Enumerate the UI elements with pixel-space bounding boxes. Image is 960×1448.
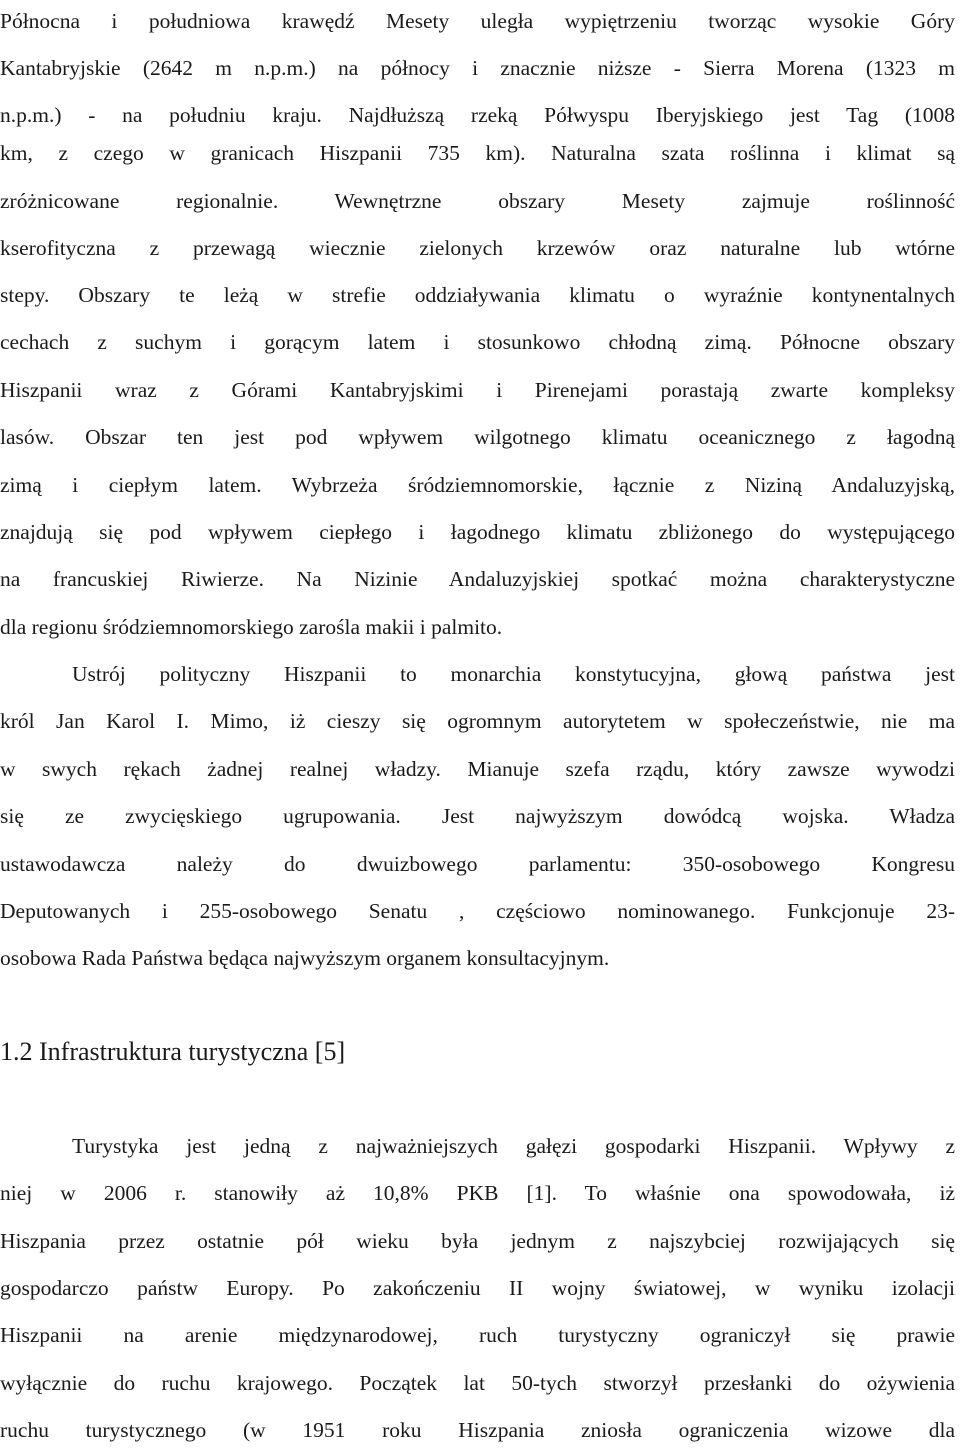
paragraph-line: stepy. Obszary te leżą w strefie oddziaływania klimatu o wyraźnie kontynentalnych	[0, 283, 955, 307]
paragraph-line: Północna i południowa krawędź Mesety uległa wypiętrzeniu tworząc wysokie Góry	[0, 9, 955, 33]
paragraph-line: znajdują się pod wpływem ciepłego i łagodnego klimatu zbliżonego do występującego	[0, 520, 955, 544]
paragraph-line: król Jan Karol I. Mimo, iż cieszy się ogromnym autorytetem w społeczeństwie, nie ma	[0, 709, 955, 733]
paragraph-line: Ustrój polityczny Hiszpanii to monarchia konstytucyjna, głową państwa jest	[72, 662, 955, 686]
paragraph-line: gospodarczo państw Europy. Po zakończeniu II wojny światowej, w wyniku izolacji	[0, 1276, 955, 1300]
paragraph-line: Hiszpanii wraz z Górami Kantabryjskimi i Pirenejami porastają zwarte kompleksy	[0, 378, 955, 402]
paragraph-line: Kantabryjskie (2642 m n.p.m.) na północy i znacznie niższe - Sierra Morena (1323 m	[0, 56, 955, 80]
paragraph-line: osobowa Rada Państwa będąca najwyższym organem konsultacyjnym.	[0, 946, 610, 970]
paragraph-line: km, z czego w granicach Hiszpanii 735 km). Naturalna szata roślinna i klimat są	[0, 141, 955, 165]
paragraph-line: Turystyka jest jedną z najważniejszych gałęzi gospodarki Hiszpanii. Wpływy z	[72, 1134, 955, 1158]
paragraph-line: kserofityczna z przewagą wiecznie zielonych krzewów oraz naturalne lub wtórne	[0, 236, 955, 260]
paragraph-line: na francuskiej Riwierze. Na Nizinie Andaluzyjskiej spotkać można charakterystyczne	[0, 567, 955, 591]
section-heading: 1.2 Infrastruktura turystyczna [5]	[0, 1037, 346, 1066]
paragraph-line: dla regionu śródziemnomorskiego zarośla makii i palmito.	[0, 615, 503, 639]
paragraph-line: niej w 2006 r. stanowiły aż 10,8% PKB [1]. To właśnie ona spowodowała, iż	[0, 1181, 955, 1205]
paragraph-line: wyłącznie do ruchu krajowego. Początek lat 50-tych stworzył przesłanki do ożywienia	[0, 1371, 955, 1395]
paragraph-line: zimą i ciepłym latem. Wybrzeża śródziemnomorskie, łącznie z Niziną Andaluzyjską,	[0, 473, 955, 497]
paragraph-line: w swych rękach żadnej realnej władzy. Mianuje szefa rządu, który zawsze wywodzi	[0, 757, 955, 781]
paragraph-line: ruchu turystycznego (w 1951 roku Hiszpania zniosła ograniczenia wizowe dla	[0, 1418, 955, 1442]
paragraph-line: Hiszpanii na arenie międzynarodowej, ruch turystyczny ograniczył się prawie	[0, 1323, 955, 1347]
paragraph-line: zróżnicowane regionalnie. Wewnętrzne obszary Mesety zajmuje roślinność	[0, 189, 955, 213]
paragraph-line: Deputowanych i 255-osobowego Senatu , częściowo nominowanego. Funkcjonuje 23-	[0, 899, 955, 923]
paragraph-line: n.p.m.) - na południu kraju. Najdłuższą rzeką Półwyspu Iberyjskiego jest Tag (1008	[0, 103, 955, 127]
paragraph-line: Hiszpania przez ostatnie pół wieku była jednym z najszybciej rozwijających się	[0, 1229, 955, 1253]
paragraph-line: się ze zwycięskiego ugrupowania. Jest najwyższym dowódcą wojska. Władza	[0, 804, 955, 828]
paragraph-line: cechach z suchym i gorącym latem i stosunkowo chłodną zimą. Północne obszary	[0, 330, 955, 354]
paragraph-line: lasów. Obszar ten jest pod wpływem wilgotnego klimatu oceanicznego z łagodną	[0, 425, 955, 449]
paragraph-line: ustawodawcza należy do dwuizbowego parlamentu: 350-osobowego Kongresu	[0, 852, 955, 876]
